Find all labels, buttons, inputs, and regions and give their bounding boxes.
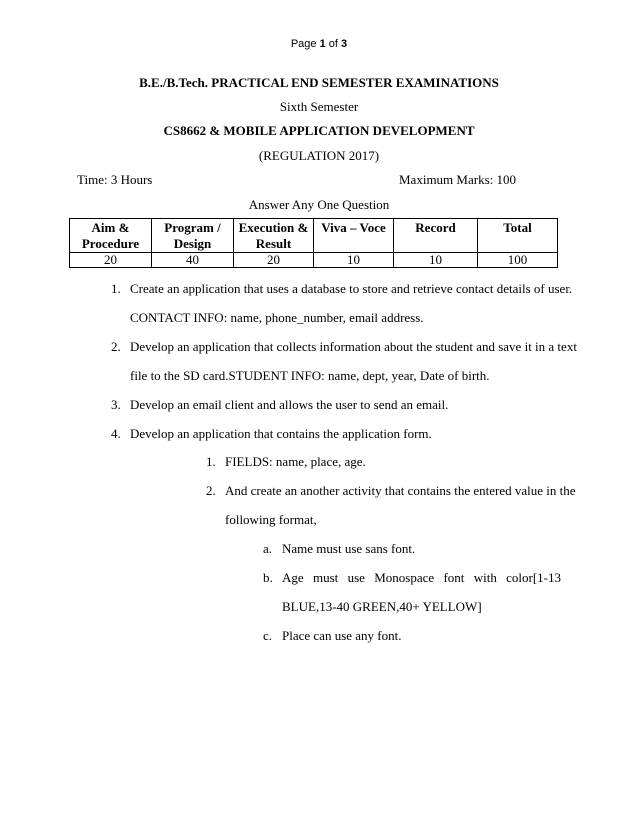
question-text-cont: file to the SD card.STUDENT INFO: name, dept, year, Date of birth. (130, 368, 490, 383)
marks-value: 10 (394, 253, 478, 268)
col-aim-procedure: Aim & Procedure (70, 219, 152, 253)
marks-value: 10 (314, 253, 394, 268)
page-label: Page (290, 38, 320, 50)
col-record: Record (394, 219, 478, 253)
page-total: 3 (341, 38, 348, 50)
question-text: Develop an application that collects information about the student and save it in a text (130, 339, 577, 354)
marks-value: 40 (152, 253, 234, 268)
format-item-text: Name must use sans font. (282, 541, 416, 556)
marks-value: 100 (478, 253, 558, 268)
format-item-text: Age must use Monospace font with color[1-13 (282, 570, 561, 585)
regulation: (REGULATION 2017) (258, 148, 380, 163)
page-of-label: of (325, 38, 342, 50)
semester: Sixth Semester (279, 99, 359, 114)
question-number: 3. (111, 397, 121, 412)
format-item-letter: c. (263, 628, 273, 643)
question-text: Develop an email client and allows the user to send an email. (130, 397, 449, 412)
sub-item-number: 2. (206, 483, 216, 498)
marks-value: 20 (70, 253, 152, 268)
marks-value-row (70, 253, 558, 268)
sub-item-text: FIELDS: name, place, age. (225, 454, 366, 469)
page-current: 1 (319, 38, 326, 50)
page-number (0, 38, 638, 50)
marks-table (69, 218, 558, 268)
marks-header-row (70, 219, 558, 253)
question-number: 4. (111, 426, 121, 441)
question-number: 1. (111, 281, 121, 296)
question-text: Develop an application that contains the application form. (130, 426, 432, 441)
question-number: 2. (111, 339, 121, 354)
question-text: Create an application that uses a database to store and retrieve contact details of user. (130, 281, 573, 296)
exam-time: Time: 3 Hours (77, 172, 153, 187)
format-item-letter: b. (263, 570, 273, 585)
question-text-cont: CONTACT INFO: name, phone_number, email address. (130, 310, 424, 325)
col-execution-result: Execution & Result (234, 219, 314, 253)
instruction: Answer Any One Question (248, 197, 390, 212)
col-program-design: Program / Design (152, 219, 234, 253)
exam-title: B.E./B.Tech. PRACTICAL END SEMESTER EXAMINATIONS (139, 75, 499, 90)
col-viva-voce: Viva – Voce (314, 219, 394, 253)
sub-item-number: 1. (206, 454, 216, 469)
format-item-text: Place can use any font. (282, 628, 402, 643)
format-item-text-cont: BLUE,13-40 GREEN,40+ YELLOW] (282, 599, 482, 614)
sub-item-text: And create an another activity that contains the entered value in the (225, 483, 576, 498)
col-total: Total (478, 219, 558, 253)
sub-item-text-cont: following format, (225, 512, 317, 527)
format-item-letter: a. (263, 541, 273, 556)
course-title: CS8662 & MOBILE APPLICATION DEVELOPMENT (163, 123, 475, 138)
marks-value: 20 (234, 253, 314, 268)
max-marks: Maximum Marks: 100 (399, 172, 516, 187)
